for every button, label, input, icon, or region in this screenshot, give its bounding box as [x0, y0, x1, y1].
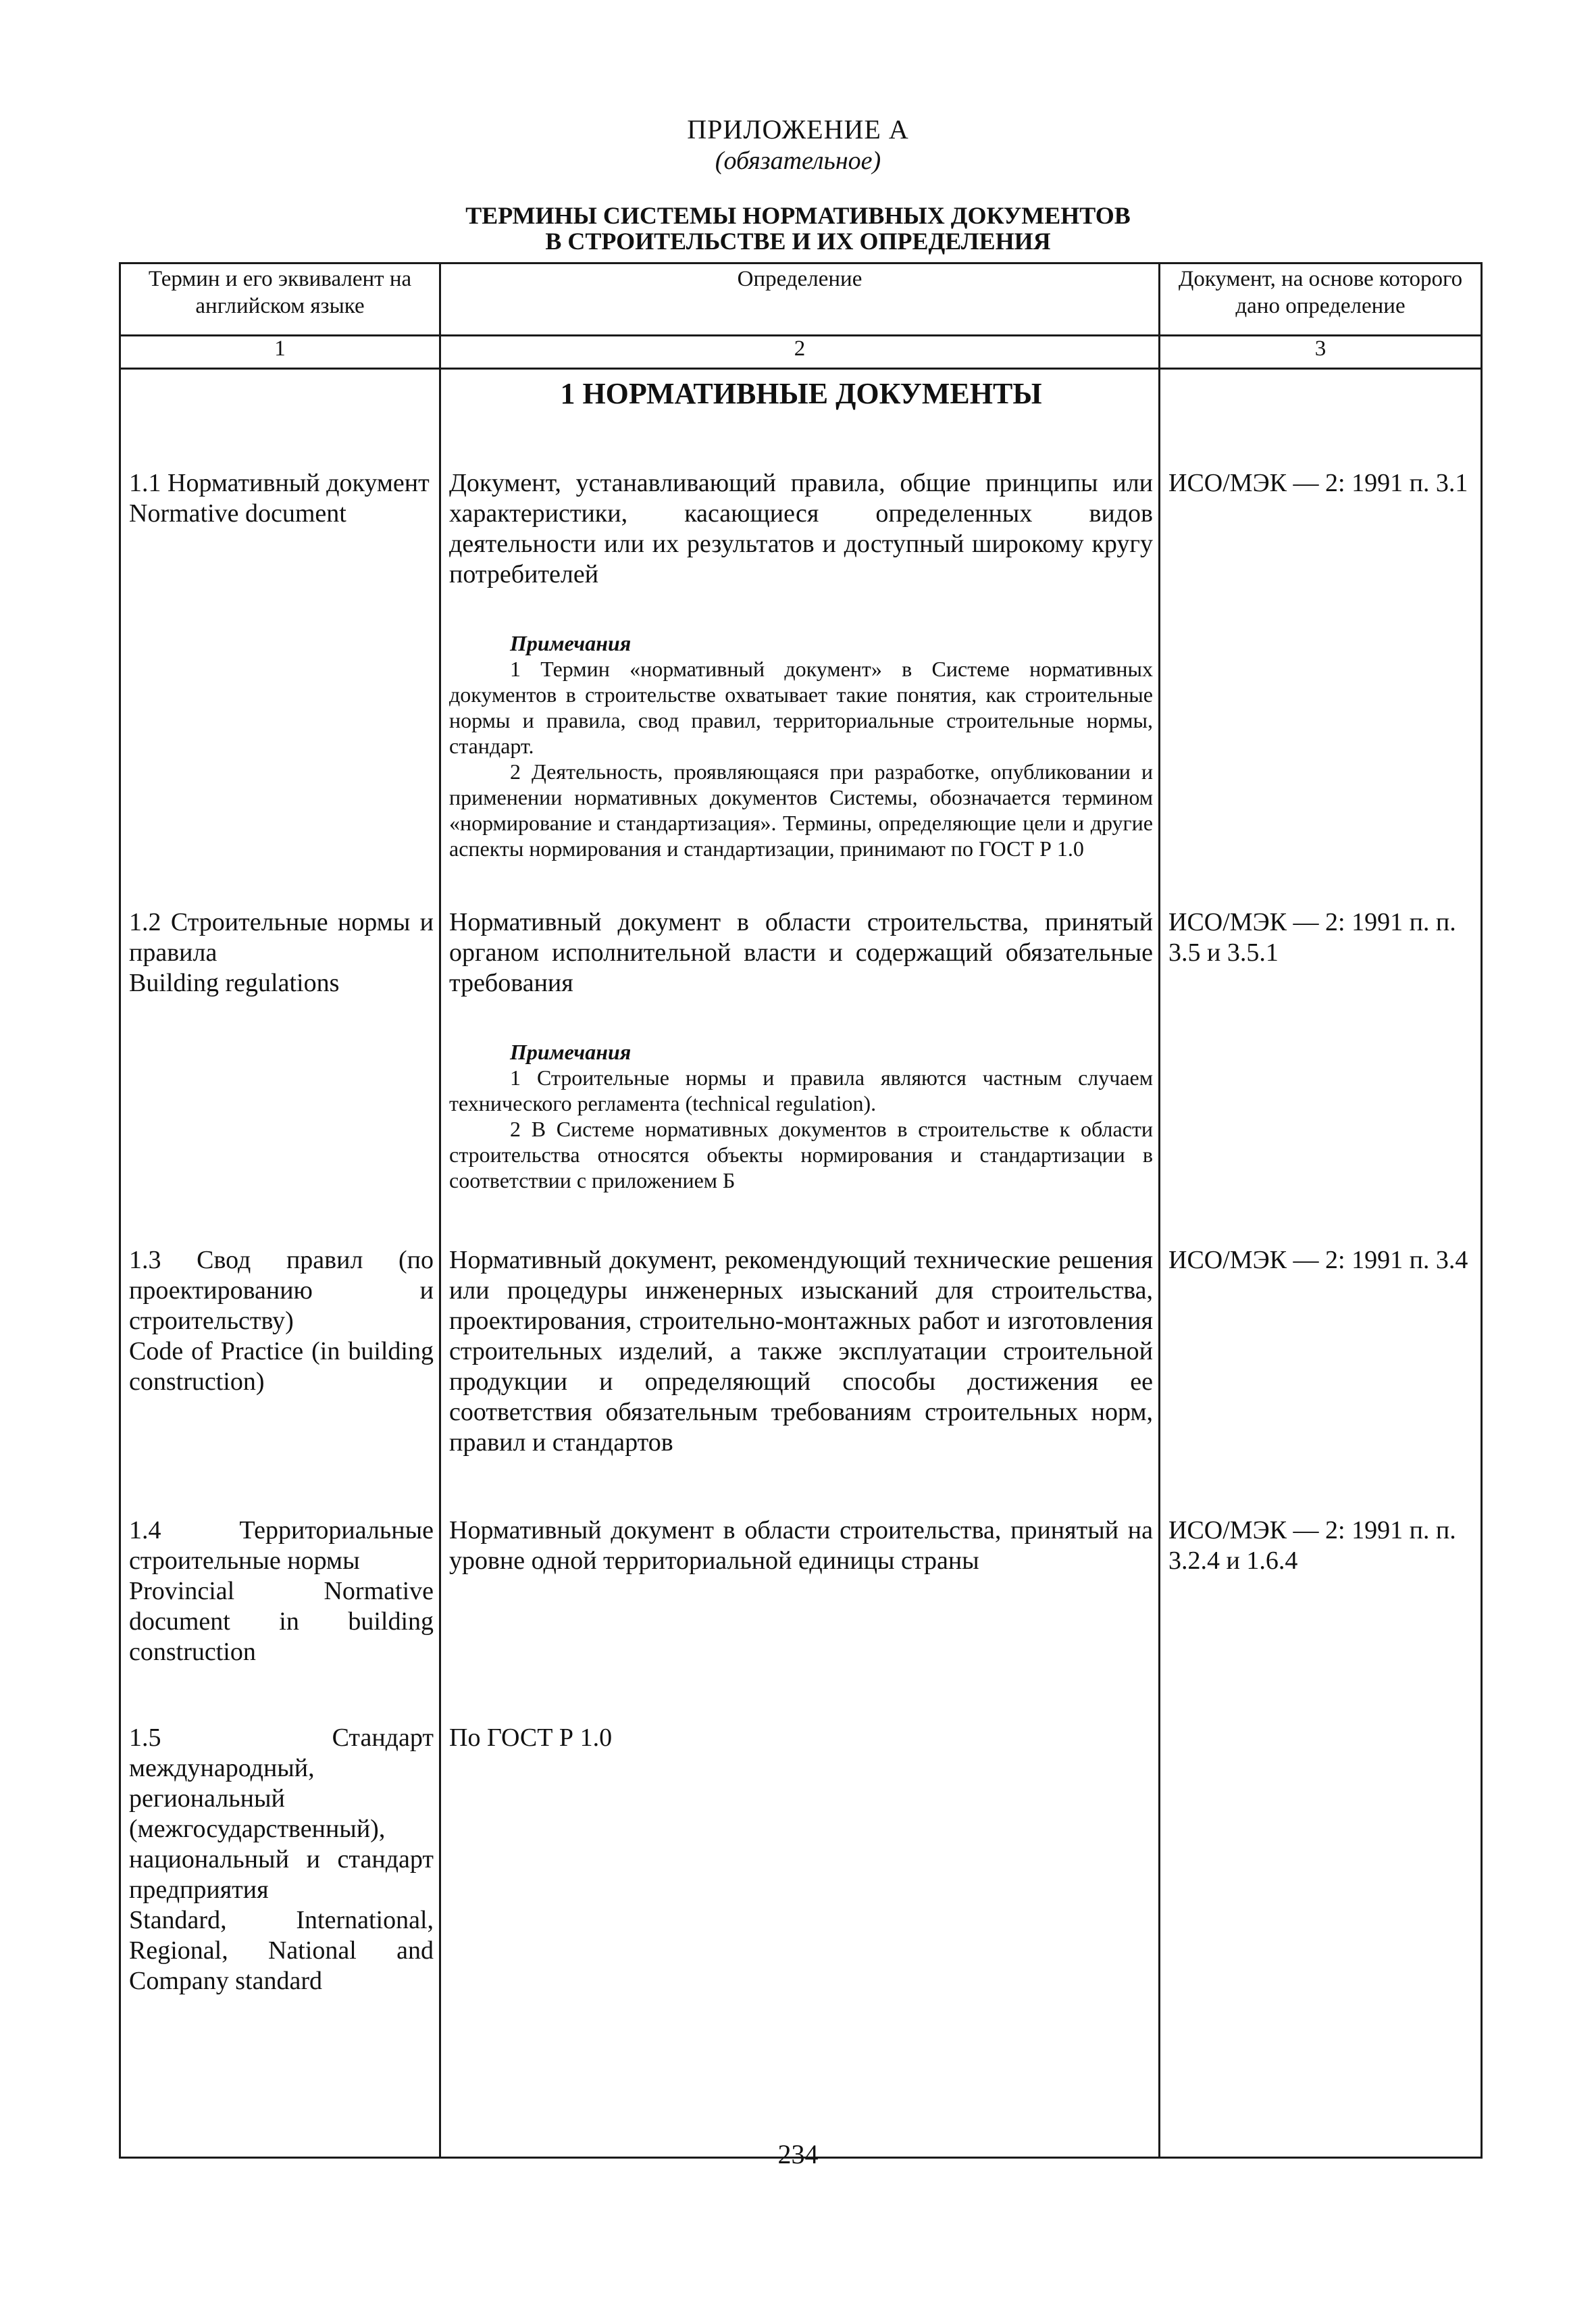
definitions-column [440, 369, 1160, 2158]
column-header-term: Термин и его эквивалент на английском языке [120, 263, 440, 336]
column-number-1: 1 [120, 336, 440, 369]
definition-1-1 [449, 468, 1153, 907]
note-item: 2 В Системе нормативных документов в строительстве к области строительства относятся объекты нормирования и стандартизации в соответствии с приложением Б [449, 1117, 1153, 1192]
term-name: 1.3 Свод правил (по проектированию и строительству) [129, 1246, 434, 1335]
term-1-2 [129, 907, 434, 1245]
document-title-line-2: В СТРОИТЕЛЬСТВЕ И ИХ ОПРЕДЕЛЕНИЯ [545, 228, 1051, 255]
appendix-title: ПРИЛОЖЕНИЕ А [687, 114, 909, 145]
source-1-3: ИСО/МЭК — 2: 1991 п. 3.4 [1168, 1246, 1468, 1274]
definition-text: Документ, устанавливающий правила, общие принципы или характеристики, касающиеся определенных видов деятельности или их результатов и доступный широкому кругу потребителей [449, 469, 1153, 588]
definition-1-2 [449, 907, 1153, 1245]
term-name: 1.1 Нормативный документ [129, 469, 430, 497]
column-number-2: 2 [440, 336, 1160, 369]
document-title-line-1: ТЕРМИНЫ СИСТЕМЫ НОРМАТИВНЫХ ДОКУМЕНТОВ [465, 202, 1131, 229]
term-name: 1.4 Территориальные строительные нормы [129, 1516, 434, 1575]
column-header-source: Документ, на основе которого дано определение [1160, 263, 1482, 336]
column-header-definition: Определение [440, 263, 1160, 336]
source-1-1: ИСО/МЭК — 2: 1991 п. 3.1 [1168, 469, 1468, 497]
notes-block [449, 1039, 1153, 1193]
term-english: Normative document [129, 499, 346, 528]
definition-1-4 [449, 1515, 1153, 1723]
terms-table [119, 262, 1483, 2159]
notes-block [449, 630, 1153, 861]
definition-text: Нормативный документ, рекомендующий технические решения или процедуры инженерных изысканий для строительства, проектирования, строительно-монтажных работ и изготовления строительных изделий, а также эксплуатации строительной продукции и определяющий способы достижения ее соответствия обязательным требованиям строительных норм, правил и стандартов [449, 1246, 1153, 1457]
note-item: 1 Строительные нормы и правила являются частным случаем технического регламента (technical regulation). [449, 1065, 1153, 1115]
table-body-row [120, 369, 1482, 2158]
notes-title: Примечания [510, 631, 632, 655]
section-title: 1 НОРМАТИВНЫЕ ДОКУМЕНТЫ [560, 377, 1042, 410]
term-1-1 [129, 468, 434, 907]
term-name: 1.5 Стандарт международный, региональный (межгосударственный), национальный и стандарт предприятия [129, 1724, 434, 1904]
terms-column [120, 369, 440, 2158]
term-english: Building regulations [129, 969, 340, 997]
column-number-3: 3 [1160, 336, 1482, 369]
note-item: 2 Деятельность, проявляющаяся при разработке, опубликовании и применении нормативных документов Системы, обозначается термином «нормирование и стандартизация». Термины, определяющие цели и другие аспекты нормирования и стандартизации, принимают по ГОСТ Р 1.0 [449, 759, 1153, 861]
sources-column [1160, 369, 1482, 2158]
definition-text: Нормативный документ в области строительства, принятый органом исполнительной власти и содержащий обязательные требования [449, 908, 1153, 997]
term-english: Standard, International, Regional, National and Company standard [129, 1906, 434, 1995]
definition-1-3 [449, 1245, 1153, 1515]
column-number-row [120, 336, 1482, 369]
appendix-status: (обязательное) [715, 147, 881, 175]
source-1-4: ИСО/МЭК — 2: 1991 п. п. 3.2.4 и 1.6.4 [1168, 1516, 1456, 1575]
source-1-2: ИСО/МЭК — 2: 1991 п. п. 3.5 и 3.5.1 [1168, 908, 1456, 967]
definition-text: Нормативный документ в области строительства, принятый на уровне одной территориальной единицы страны [449, 1516, 1153, 1575]
term-english: Code of Practice (in building construction) [129, 1337, 434, 1396]
term-1-5 [129, 1723, 434, 1996]
term-1-4 [129, 1515, 434, 1723]
table-header-row [120, 263, 1482, 336]
term-english: Provincial Normative document in building construction [129, 1577, 434, 1666]
page-number: 234 [777, 2139, 819, 2169]
note-item: 1 Термин «нормативный документ» в Системе нормативных документов в строительстве охватывает такие понятия, как строительные нормы и правила, свод правил, территориальные строительные нормы, стандарт. [449, 657, 1153, 758]
document-title [0, 203, 1596, 254]
notes-title: Примечания [510, 1040, 632, 1064]
term-name: 1.2 Строительные нормы и правила [129, 908, 434, 967]
term-1-3 [129, 1245, 434, 1515]
definition-text: По ГОСТ Р 1.0 [449, 1724, 613, 1752]
definition-1-5 [449, 1723, 1153, 1753]
